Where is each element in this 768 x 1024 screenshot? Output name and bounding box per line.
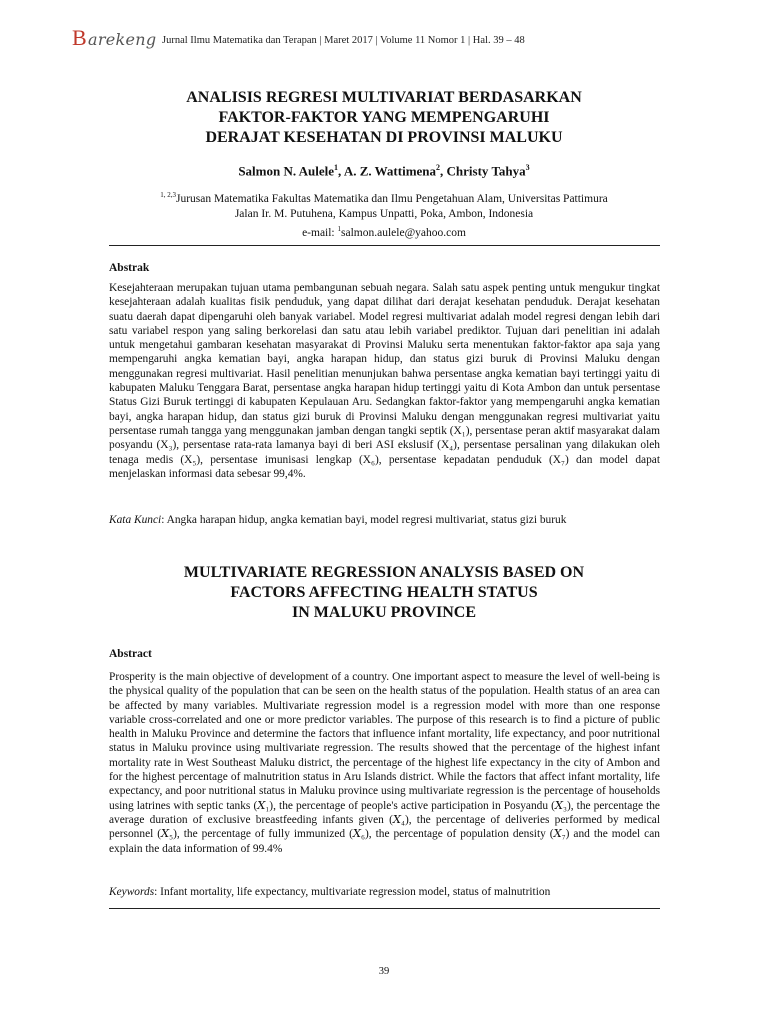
kata-kunci-text: : Angka harapan hidup, angka kematian bayi, model regresi multivariat, status gizi buruk xyxy=(161,514,567,526)
affiliation-block xyxy=(84,188,684,241)
journal-header xyxy=(72,25,632,54)
abstract-body: Prosperity is the main objective of development of a country. One important aspect to measure the level of well-being is the physical quality of the population that can be seen on the health status of the population. Health status of an area can be affected by many variables. Multivariate regression model is a regression model with more than one response variable cross-correlated and one or more predictor variables. The purpose of this research is to find a picture of public health in Maluku Province and determine the factors that influence infant mortality, life expectancy, and poor nutritional status in Maluku province using multivariate regression. The results showed that the percentage of the highest infant mortality rate in West Southeast Maluku district, the percentage of the highest life expectancy in the city of Ambon and for the highest percentage of malnutrition status in Aru Islands district. While the factors that affect infant mortality, life expectancy, and poor nutritional status in Maluku province using multivariate regression is the percentage of households using latrines with septic tanks (𝑋₁), the percentage of people's active participation in Posyandu (𝑋₃), the percentage the average duration of exclusive breastfeeding infants given (𝑋₄), the percentage of deliveries performed by medical personnel (𝑋₅), the percentage of fully immunized (𝑋₆), the percentage of population density (𝑋₇) and the model can explain the data information of 99.4% xyxy=(109,671,660,855)
title-line: MULTIVARIATE REGRESSION ANALYSIS BASED ON xyxy=(183,564,585,581)
author-affiliation-mark: 2 xyxy=(436,163,441,172)
page-number: 39 xyxy=(378,966,390,977)
title-english xyxy=(84,563,684,623)
keywords-text: : Infant mortality, life expectancy, multivariate regression model, status of malnutrition xyxy=(154,886,551,898)
affiliation-department: Jurusan Matematika Fakultas Matematika dan Ilmu Pengetahuan Alam, Universitas Pattimura xyxy=(175,192,608,205)
author-name: Salmon N. Aulele xyxy=(238,163,335,179)
author-affiliation-mark: 1 xyxy=(334,163,339,172)
affiliation-email-line xyxy=(84,222,684,241)
keywords-label: Keywords xyxy=(109,886,155,898)
title-line: DERAJAT KESEHATAN DI PROVINSI MALUKU xyxy=(205,129,563,146)
journal-logo xyxy=(72,25,157,50)
title-line: FAKTOR-FAKTOR YANG MEMPENGARUHI xyxy=(218,109,550,126)
title-line: IN MALUKU PROVINCE xyxy=(292,604,476,621)
kata-kunci xyxy=(109,514,660,526)
affiliation-mark: 1, 2,3 xyxy=(160,191,176,199)
title-line: ANALISIS REGRESI MULTIVARIAT BERDASARKAN xyxy=(186,89,582,106)
logo-wordmark: arekeng xyxy=(87,30,157,49)
author-affiliation-mark: 3 xyxy=(525,163,530,172)
author-name: Christy Tahya xyxy=(446,163,526,179)
affiliation-address: Jalan Ir. M. Putuhena, Kampus Unpatti, Poka, Ambon, Indonesia xyxy=(234,207,534,220)
affiliation-line xyxy=(84,188,684,207)
abstrak-body: Kesejahteraan merupakan tujuan utama pembangunan sebuah negara. Salah satu aspek penting untuk mengukur tingkat kesejahteraan adalah kualitas fisik penduduk, yang dapat dilihat dari derajat kesehatan penduduk. Derajat kesehatan suatu daerah dapat dipengaruhi oleh banyak variabel. Model regresi multivariat adalah model regresi dengan lebih dari satu variabel respon yang saling berkorelasi dan satu atau lebih variabel prediktor. Tujuan dari penelitian ini adalah untuk mengetahui gambaran kesehatan masyarakat di Provinsi Maluku serta menentukan faktor-faktor apa saja yang mempengaruhi angka kematian bayi, angka harapan hidup, dan status gizi buruk di Provinsi Maluku dengan menggunakan regresi multivariat. Hasil penelitian menunjukan bahwa persentase angka kematian bayi tertinggi yaitu di kabupaten Maluku Tenggara Barat, persentase angka harapan hidup tertinggi yaitu di Kota Ambon dan untuk persentase Status Gizi Buruk tertinggi di kabupaten Kepulauan Aru. Sedangkan faktor-faktor yang mempengaruhi angka kematian bayi, angka harapan hidup, dan status gizi buruk di Provinsi Maluku dengan menggunakan regresi multivariat yaitu persentase rumah tangga yang menggunakan jamban dengan tangki septik (X₁), persentase peran aktif masyarakat dalam posyandu (X₃), persentase rata-rata lamanya bayi di beri ASI ekslusif (X₄), persentase persalinan yang dilakukan oleh tenaga medis (X₅), persentase imunisasi lengkap (X₆), persentase kepadatan penduduk (X₇) dan model dapat menjelaskan informasi data sebesar 99,4%. xyxy=(109,282,660,480)
author-separator: , xyxy=(440,163,447,179)
divider-bottom xyxy=(109,908,660,909)
author-separator: , xyxy=(338,163,344,179)
title-indonesian xyxy=(84,88,684,148)
keywords-english xyxy=(109,886,660,898)
author-list xyxy=(84,163,684,179)
logo-initial: B xyxy=(72,25,87,50)
divider-top xyxy=(109,245,660,246)
email-address: salmon.aulele@yahoo.com xyxy=(341,226,466,239)
journal-citation-line: Jurnal Ilmu Matematika dan Terapan | Maret 2017 | Volume 11 Nomor 1 | Hal. 39 – 48 xyxy=(162,35,525,46)
title-line: FACTORS AFFECTING HEALTH STATUS xyxy=(230,584,538,601)
kata-kunci-label: Kata Kunci xyxy=(109,514,162,526)
email-prefix: e-mail: xyxy=(302,226,338,239)
author-name: A. Z. Wattimena xyxy=(343,163,437,179)
abstrak-heading: Abstrak xyxy=(109,262,150,274)
email-mark: 1 xyxy=(337,224,342,233)
abstract-heading: Abstract xyxy=(109,648,152,660)
